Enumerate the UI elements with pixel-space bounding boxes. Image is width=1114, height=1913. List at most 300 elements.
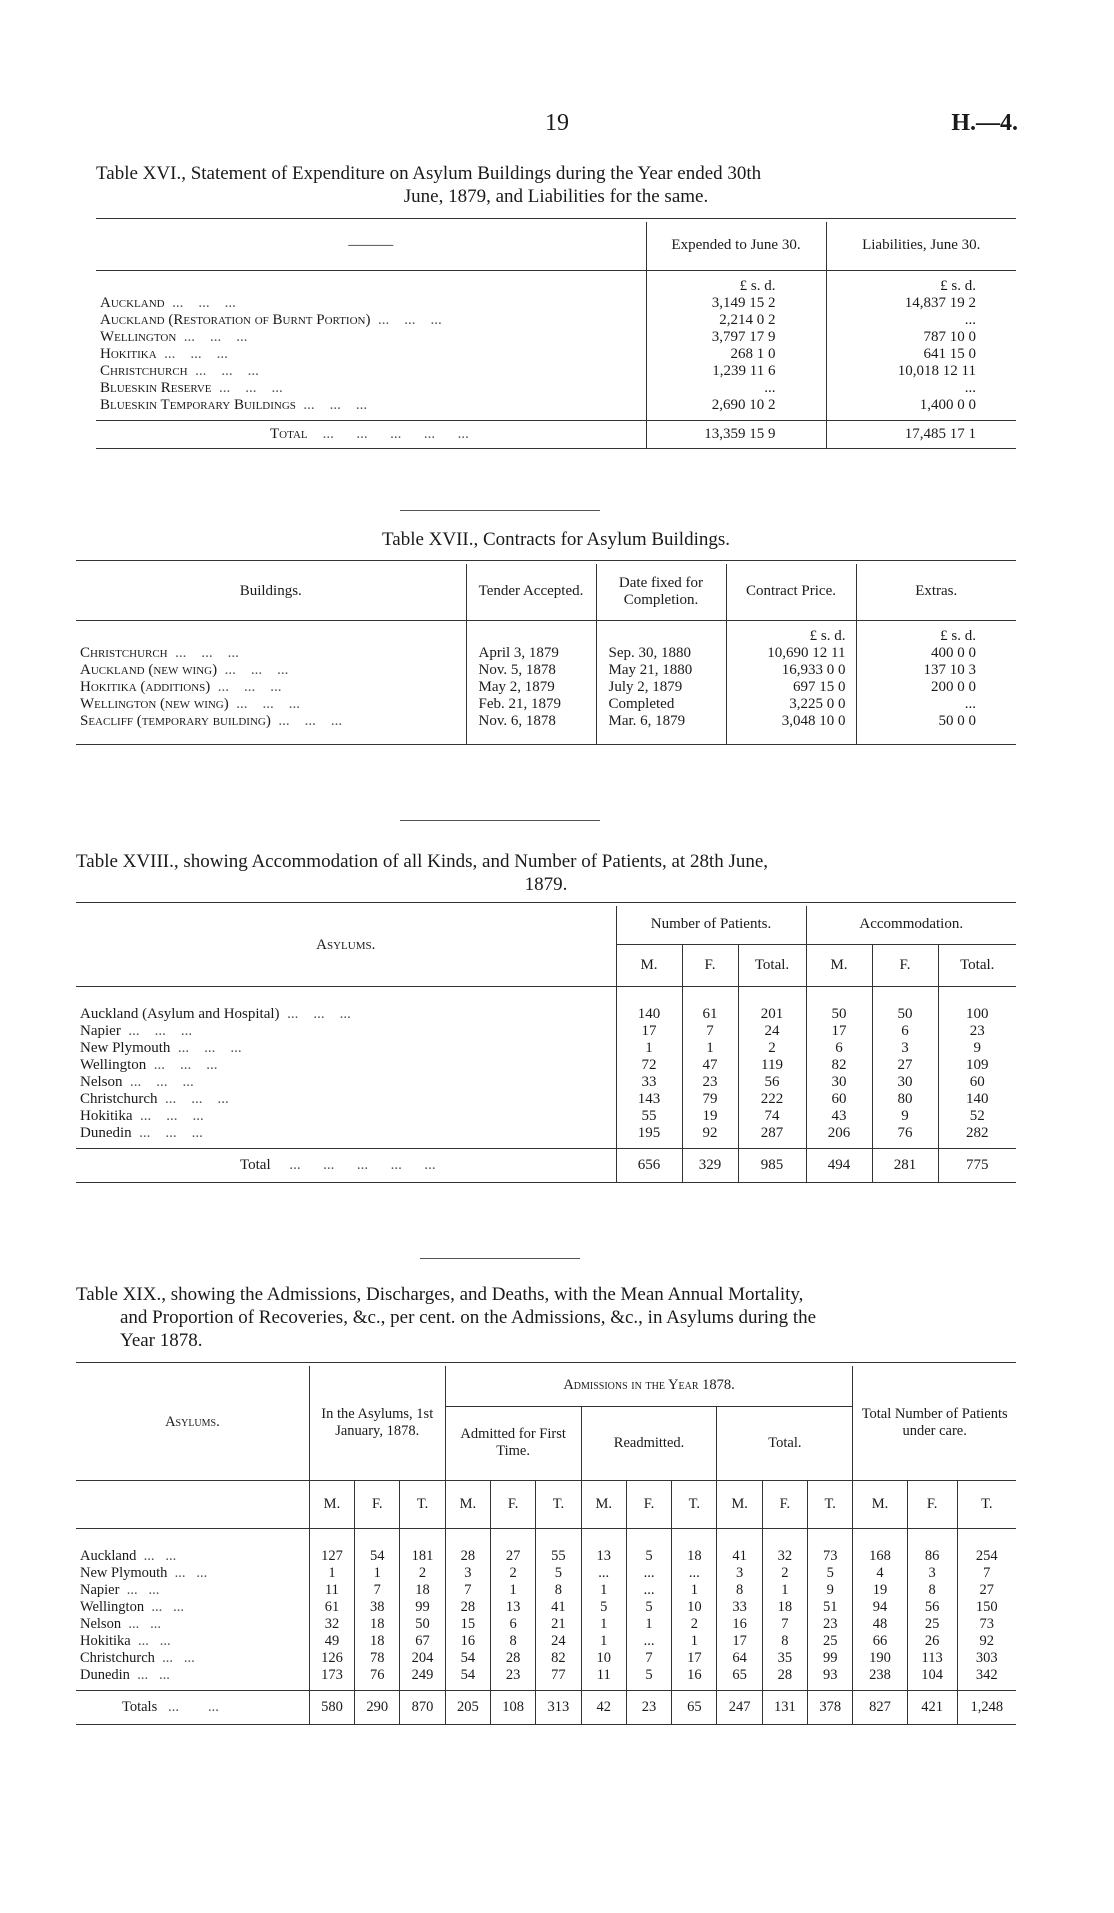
table19-row xyxy=(76,1650,1016,1667)
table19-cell: 5 xyxy=(536,1565,581,1582)
table19-subheader: M. xyxy=(853,1480,907,1528)
leader-dots: ... ... xyxy=(119,1582,160,1598)
table19-row-name: Wellington xyxy=(80,1599,145,1615)
table18-cell: 19 xyxy=(682,1108,738,1125)
table16-row-label-cell xyxy=(96,346,646,363)
leader-dots: ... ... ... xyxy=(210,679,282,695)
table19-cell: 28 xyxy=(490,1650,535,1667)
table16-row-label-cell xyxy=(96,295,646,312)
table18-cell: 7 xyxy=(682,1023,738,1040)
table16-row-name: Christchurch xyxy=(100,363,188,379)
table19-cell: 25 xyxy=(907,1616,957,1633)
table19-header-asylums-text: Asylums. xyxy=(165,1414,220,1431)
table19-cell: 1 xyxy=(626,1616,671,1633)
table19-cell: 1 xyxy=(581,1616,626,1633)
table19-header-total: Total. xyxy=(717,1406,853,1480)
table17-row-label-cell xyxy=(76,696,466,713)
table19-total-value: 580 xyxy=(309,1690,354,1724)
table18-cell: 2 xyxy=(738,1040,806,1057)
leader-dots: ... ... ... xyxy=(122,1074,194,1090)
table16-row-liabilities: 1,400 0 0 xyxy=(919,397,976,413)
table17-row-tender: May 2, 1879 xyxy=(466,679,596,696)
table19-cell: 18 xyxy=(400,1582,445,1599)
table16-row-label-cell xyxy=(96,380,646,397)
table16-row-expended: ... xyxy=(646,380,826,397)
table18-header-patients: Number of Patients. xyxy=(616,906,806,944)
table18-row-name: Hokitika xyxy=(80,1108,133,1124)
table18-cell: 92 xyxy=(682,1125,738,1142)
table18-cell: 55 xyxy=(616,1108,682,1125)
table18-cell: 9 xyxy=(872,1108,938,1125)
table18-subheader: F. xyxy=(682,944,738,986)
table19-header-asylums xyxy=(76,1366,309,1480)
table19-cell: 168 xyxy=(853,1548,907,1565)
table19-header-admissions-text: Admissions in the Year 1878. xyxy=(563,1377,735,1394)
table19-row-label-cell xyxy=(76,1599,309,1616)
table16-row-expended: 3,149 15 2 xyxy=(646,295,826,312)
table19-cell: 181 xyxy=(400,1548,445,1565)
table18-header-asylums-text: Asylums. xyxy=(316,937,376,954)
table19-row xyxy=(76,1582,1016,1599)
table19-cell: 56 xyxy=(907,1599,957,1616)
table19-row-label-cell xyxy=(76,1565,309,1582)
table18-cell: 140 xyxy=(966,1091,989,1107)
table19-cell: 5 xyxy=(808,1565,853,1582)
table19-cell: 17 xyxy=(672,1650,717,1667)
table18-row-name: Dunedin xyxy=(80,1125,132,1141)
table19-subheader: T. xyxy=(981,1495,993,1512)
table18-cell: 17 xyxy=(616,1023,682,1040)
table19-total-value: 870 xyxy=(400,1690,445,1724)
table16-row-name: Blueskin Reserve xyxy=(100,380,212,396)
table19-cell: 28 xyxy=(445,1599,490,1616)
table18-total-value: 775 xyxy=(966,1156,989,1173)
table19-header-in-asylums: In the Asylums, 1st January, 1878. xyxy=(309,1366,445,1480)
table19-cell: 249 xyxy=(400,1667,445,1684)
leader-dots: ... ... ... xyxy=(270,713,343,729)
table19-cell: 19 xyxy=(853,1582,907,1599)
table18-cell: 100 xyxy=(966,1006,989,1022)
table19-cell: 67 xyxy=(400,1633,445,1650)
table19-cell: 2 xyxy=(400,1565,445,1582)
table19-cell: 127 xyxy=(309,1548,354,1565)
page-code: H.—4. xyxy=(951,110,1018,136)
table19-cell: 7 xyxy=(762,1616,807,1633)
table18-top-rule xyxy=(76,902,1016,903)
table18-cell: 287 xyxy=(738,1125,806,1142)
table18-row-label-cell xyxy=(76,1057,616,1074)
table19-cell: 32 xyxy=(762,1548,807,1565)
table19-subheader: M. xyxy=(445,1480,490,1528)
table19-row xyxy=(76,1565,1016,1582)
table19-subheader: F. xyxy=(490,1480,535,1528)
table18-row-label-cell xyxy=(76,1108,616,1125)
table19-subheader: F. xyxy=(355,1480,400,1528)
table19-cell: 342 xyxy=(975,1667,998,1683)
table16 xyxy=(96,222,1016,449)
table19-cell: 10 xyxy=(672,1599,717,1616)
table16-row xyxy=(96,329,1016,346)
table16-row-expended: 2,690 10 2 xyxy=(646,397,826,414)
table18 xyxy=(76,906,1016,1183)
table19-row xyxy=(76,1667,1016,1684)
table19-subheader: F. xyxy=(907,1480,957,1528)
table19-row-label-cell xyxy=(76,1548,309,1565)
table19-subheader: T. xyxy=(400,1480,445,1528)
table19-cell: 21 xyxy=(536,1616,581,1633)
table19-cell: 48 xyxy=(853,1616,907,1633)
table19-cell: 18 xyxy=(762,1599,807,1616)
table16-row-label-cell xyxy=(96,329,646,346)
table19-cell: 27 xyxy=(490,1548,535,1565)
table18-cell: 30 xyxy=(806,1074,872,1091)
table17-row-completion: May 21, 1880 xyxy=(596,662,726,679)
table19-caption-line2: and Proportion of Recoveries, &c., per cent. on the Admissions, &c., in Asylums during the xyxy=(120,1307,817,1328)
table18-cell: 17 xyxy=(806,1023,872,1040)
leader-dots: ... ... ... xyxy=(176,329,248,345)
leader-dots: ... ... ... ... ... xyxy=(270,1156,436,1173)
table18-row-label-cell xyxy=(76,1091,616,1108)
table18-cell: 119 xyxy=(738,1057,806,1074)
table19-cell: 8 xyxy=(717,1582,762,1599)
table19-cell: 150 xyxy=(975,1599,998,1615)
table16-row xyxy=(96,312,1016,329)
table16-row-name: Blueskin Temporary Buildings xyxy=(100,397,296,413)
table18-cell: 82 xyxy=(806,1057,872,1074)
table19-cell: 2 xyxy=(762,1565,807,1582)
table19-total-value: 205 xyxy=(445,1690,490,1724)
table19-cell: 25 xyxy=(808,1633,853,1650)
table17-units-extras: £ s. d. xyxy=(940,628,976,644)
table17-row xyxy=(76,679,1016,696)
table18-cell: 143 xyxy=(616,1091,682,1108)
separator-rule xyxy=(420,1258,580,1259)
table19-row xyxy=(76,1633,1016,1650)
table19-cell: ... xyxy=(626,1633,671,1650)
table19-row-label-cell xyxy=(76,1582,309,1599)
table19-total-value: 827 xyxy=(853,1690,907,1724)
table17-row xyxy=(76,713,1016,730)
table18-cell: 23 xyxy=(969,1023,985,1039)
leader-dots: ... ... ... xyxy=(132,1108,204,1124)
table19-cell: 1 xyxy=(309,1565,354,1582)
leader-dots: ... ... xyxy=(167,1565,208,1581)
table19 xyxy=(76,1366,1016,1725)
table19-cell: 65 xyxy=(717,1667,762,1684)
table17-header-extras: Extras. xyxy=(915,583,958,600)
leader-dots: ... ... xyxy=(157,1698,219,1715)
table19-cell: 66 xyxy=(853,1633,907,1650)
table16-caption-line1: Table XVI., Statement of Expenditure on Asylum Buildings during the Year ended 30th xyxy=(96,163,762,184)
table17-row-label-cell xyxy=(76,713,466,730)
table19-subheader: F. xyxy=(762,1480,807,1528)
table18-row-label-cell xyxy=(76,1006,616,1023)
table19-cell: 50 xyxy=(400,1616,445,1633)
table19-cell: 8 xyxy=(907,1582,957,1599)
table18-cell: 195 xyxy=(616,1125,682,1142)
table18-cell: 23 xyxy=(682,1074,738,1091)
table19-cell: 8 xyxy=(762,1633,807,1650)
leader-dots: ... ... ... xyxy=(167,645,239,661)
table16-row xyxy=(96,295,1016,312)
table19-cell: 8 xyxy=(490,1633,535,1650)
table19-cell: 64 xyxy=(717,1650,762,1667)
table19-total-value: 247 xyxy=(717,1690,762,1724)
table19-caption-line3: Year 1878. xyxy=(120,1330,203,1351)
table18-cell: 1 xyxy=(616,1040,682,1057)
table19-cell: ... xyxy=(626,1565,671,1582)
leader-dots: ... ... ... xyxy=(170,1040,242,1056)
table18-row-name: Wellington xyxy=(80,1057,147,1073)
table19-cell: 7 xyxy=(445,1582,490,1599)
table18-cell: 52 xyxy=(969,1108,985,1124)
table19-cell: 238 xyxy=(853,1667,907,1684)
table18-row-label-cell xyxy=(76,1040,616,1057)
table19-cell: 99 xyxy=(400,1599,445,1616)
table18-subheader: Total. xyxy=(960,956,995,973)
table16-total-label: Total xyxy=(270,425,308,442)
table19-cell: 35 xyxy=(762,1650,807,1667)
table18-caption-line1: Table XVIII., showing Accommodation of all Kinds, and Number of Patients, at 28th June, xyxy=(76,851,769,872)
table17-row-price: 3,225 0 0 xyxy=(726,696,856,713)
table19-cell: 3 xyxy=(717,1565,762,1582)
table19-cell: 93 xyxy=(808,1667,853,1684)
table19-cell: 1 xyxy=(355,1565,400,1582)
table16-row xyxy=(96,397,1016,414)
table19-total-value: 65 xyxy=(672,1690,717,1724)
table18-row-name: New Plymouth xyxy=(80,1040,171,1056)
table19-cell: 76 xyxy=(355,1667,400,1684)
table19-row xyxy=(76,1548,1016,1565)
table19-cell: 173 xyxy=(309,1667,354,1684)
table16-units-expended: £ s. d. xyxy=(646,278,826,295)
table19-total-cell xyxy=(76,1690,309,1724)
leader-dots: ... ... ... xyxy=(164,295,236,311)
table16-row-name: Wellington xyxy=(100,329,177,345)
table19-row-name: Napier xyxy=(80,1582,120,1598)
table19-cell: 16 xyxy=(445,1633,490,1650)
table19-subheader: T. xyxy=(536,1480,581,1528)
table17-header-price: Contract Price. xyxy=(726,564,856,620)
table17-row-label-cell xyxy=(76,679,466,696)
table18-row xyxy=(76,1023,1016,1040)
table19-subheader: T. xyxy=(808,1480,853,1528)
table19-cell: 54 xyxy=(445,1650,490,1667)
table19-row-name: Christchurch xyxy=(80,1650,155,1666)
table18-cell: 33 xyxy=(616,1074,682,1091)
table19-row-label-cell xyxy=(76,1667,309,1684)
table19-cell: 77 xyxy=(536,1667,581,1684)
table17-row-completion: Mar. 6, 1879 xyxy=(596,713,726,730)
leader-dots: ... ... ... ... ... xyxy=(307,425,469,442)
table19-cell: 3 xyxy=(445,1565,490,1582)
table19-row-name: Nelson xyxy=(80,1616,122,1632)
table18-cell: 79 xyxy=(682,1091,738,1108)
table18-row-name: Auckland (Asylum and Hospital) xyxy=(80,1006,280,1022)
table19-cell: 23 xyxy=(490,1667,535,1684)
table19-row xyxy=(76,1616,1016,1633)
table18-subheader: M. xyxy=(806,944,872,986)
table16-row-liabilities: 787 10 0 xyxy=(923,329,976,345)
table19-cell: 1 xyxy=(581,1582,626,1599)
table19-cell: 5 xyxy=(581,1599,626,1616)
table16-row-liabilities: ... xyxy=(964,312,976,328)
table17 xyxy=(76,564,1016,745)
table16-row-expended: 268 1 0 xyxy=(646,346,826,363)
table16-total-expended: 13,359 15 9 xyxy=(646,420,826,448)
table17-row-name: Wellington (new wing) xyxy=(80,696,229,712)
table19-row-label-cell xyxy=(76,1616,309,1633)
leader-dots: ... ... xyxy=(130,1633,171,1649)
table19-cell: 18 xyxy=(355,1616,400,1633)
table19-cell: 17 xyxy=(717,1633,762,1650)
table18-subheader: F. xyxy=(872,944,938,986)
table19-total-value: 421 xyxy=(907,1690,957,1724)
leader-dots: ... ... ... xyxy=(146,1057,218,1073)
table17-row-extras: ... xyxy=(964,696,976,712)
table16-top-rule xyxy=(96,218,1016,219)
table17-row-extras: 200 0 0 xyxy=(931,679,976,695)
table19-top-rule xyxy=(76,1362,1016,1363)
table16-total-cell xyxy=(96,420,646,448)
table19-total-label: Totals xyxy=(122,1698,158,1715)
table19-cell: 104 xyxy=(907,1667,957,1684)
table18-row xyxy=(76,1108,1016,1125)
table18-row-name: Nelson xyxy=(80,1074,123,1090)
table16-blank-header: ——— xyxy=(96,222,646,270)
table18-cell: 74 xyxy=(738,1108,806,1125)
leader-dots: ... ... xyxy=(136,1548,177,1564)
table19-subheader: M. xyxy=(581,1480,626,1528)
table19-subheader: M. xyxy=(309,1480,354,1528)
table19-cell: 13 xyxy=(490,1599,535,1616)
leader-dots: ... ... ... xyxy=(295,397,368,413)
table18-cell: 282 xyxy=(966,1125,989,1141)
table18-total-value: 329 xyxy=(682,1148,738,1182)
table19-cell: 51 xyxy=(808,1599,853,1616)
table16-units-liabilities: £ s. d. xyxy=(940,278,976,294)
table17-row xyxy=(76,696,1016,713)
table17-row-name: Christchurch xyxy=(80,645,168,661)
table18-subheader: M. xyxy=(616,944,682,986)
table19-header-under-care: Total Number of Patients under care. xyxy=(861,1405,1008,1439)
table19-cell: 7 xyxy=(983,1565,991,1581)
table19-cell: 254 xyxy=(975,1548,998,1564)
table19-cell: 7 xyxy=(626,1650,671,1667)
table19-header-readmitted: Readmitted. xyxy=(581,1406,717,1480)
table18-cell: 60 xyxy=(969,1074,985,1090)
table16-row-liabilities: 10,018 12 11 xyxy=(897,363,976,379)
table19-cell: 54 xyxy=(355,1548,400,1565)
table19-row-name: Dunedin xyxy=(80,1667,130,1683)
table19-cell: 82 xyxy=(536,1650,581,1667)
table19-cell: 41 xyxy=(717,1548,762,1565)
leader-dots: ... ... ... xyxy=(187,363,259,379)
table19-cell: 86 xyxy=(907,1548,957,1565)
table18-total-value: 494 xyxy=(806,1148,872,1182)
leader-dots: ... ... ... xyxy=(217,662,289,678)
table19-cell: 28 xyxy=(445,1548,490,1565)
table18-cell: 206 xyxy=(806,1125,872,1142)
table17-row-extras: 137 10 3 xyxy=(923,662,976,678)
table16-caption-line2: June, 1879, and Liabilities for the same. xyxy=(403,186,709,207)
table17-row xyxy=(76,645,1016,662)
table17-header-completion: Date fixed for Completion. xyxy=(596,564,726,620)
table19-cell: 9 xyxy=(808,1582,853,1599)
table19-cell: 13 xyxy=(581,1548,626,1565)
table18-row-label-cell xyxy=(76,1125,616,1142)
table19-cell: 1 xyxy=(490,1582,535,1599)
table18-row xyxy=(76,1057,1016,1074)
table18-cell: 201 xyxy=(738,1006,806,1023)
table17-caption: Table XVII., Contracts for Asylum Buildings. xyxy=(381,529,731,550)
table18-row-name: Christchurch xyxy=(80,1091,158,1107)
leader-dots: ... ... ... xyxy=(279,1006,351,1022)
table19-caption-line1: Table XIX., showing the Admissions, Discharges, and Deaths, with the Mean Annual Mortality, xyxy=(76,1284,804,1305)
table19-subheader: F. xyxy=(626,1480,671,1528)
table19-row-label-cell xyxy=(76,1650,309,1667)
table19-cell: 303 xyxy=(975,1650,998,1666)
table18-cell: 47 xyxy=(682,1057,738,1074)
table19-cell: 204 xyxy=(400,1650,445,1667)
table18-cell: 50 xyxy=(806,1006,872,1023)
leader-dots: ... ... xyxy=(144,1599,184,1615)
table17-row-tender: Nov. 5, 1878 xyxy=(466,662,596,679)
table17-row-name: Auckland (new wing) xyxy=(80,662,218,678)
table19-subheader: M. xyxy=(717,1480,762,1528)
table18-cell: 30 xyxy=(872,1074,938,1091)
table16-header-liabilities: Liabilities, June 30. xyxy=(862,237,981,254)
table16-row-name: Hokitika xyxy=(100,346,157,362)
table17-row-completion: Completed xyxy=(596,696,726,713)
table19-row-label-cell xyxy=(76,1633,309,1650)
table19-row-name: Hokitika xyxy=(80,1633,131,1649)
table18-row-name: Napier xyxy=(80,1023,121,1039)
table17-row-completion: Sep. 30, 1880 xyxy=(596,645,726,662)
table16-row-name: Auckland (Restoration of Burnt Portion) xyxy=(100,312,371,328)
table18-cell: 61 xyxy=(682,1006,738,1023)
table18-cell: 80 xyxy=(872,1091,938,1108)
table19-header-admissions xyxy=(445,1366,853,1406)
table17-row-extras: 400 0 0 xyxy=(931,645,976,661)
leader-dots: ... ... xyxy=(121,1616,161,1632)
table16-row-label-cell xyxy=(96,397,646,414)
table16-row xyxy=(96,380,1016,397)
table17-row-price: 16,933 0 0 xyxy=(726,662,856,679)
table19-cell: 61 xyxy=(309,1599,354,1616)
table19-cell: 33 xyxy=(717,1599,762,1616)
table19-cell: 78 xyxy=(355,1650,400,1667)
table19-cell: 27 xyxy=(979,1582,995,1598)
table17-row xyxy=(76,662,1016,679)
table19-cell: 55 xyxy=(536,1548,581,1565)
table19-cell: 94 xyxy=(853,1599,907,1616)
table18-header-accommodation: Accommodation. xyxy=(806,906,1016,944)
table19-cell: 6 xyxy=(490,1616,535,1633)
table16-row-label-cell xyxy=(96,363,646,380)
table16-row-label-cell xyxy=(96,312,646,329)
table19-cell: 126 xyxy=(309,1650,354,1667)
table19-total-value: 131 xyxy=(762,1690,807,1724)
table16-total-liabilities: 17,485 17 1 xyxy=(904,425,976,442)
table17-header-buildings: Buildings. xyxy=(76,564,466,620)
table17-top-rule xyxy=(76,560,1016,561)
table18-total-value: 281 xyxy=(872,1148,938,1182)
table19-total-value: 23 xyxy=(626,1690,671,1724)
table19-cell: 23 xyxy=(808,1616,853,1633)
table18-cell: 109 xyxy=(966,1057,989,1073)
table19-cell: ... xyxy=(581,1565,626,1582)
